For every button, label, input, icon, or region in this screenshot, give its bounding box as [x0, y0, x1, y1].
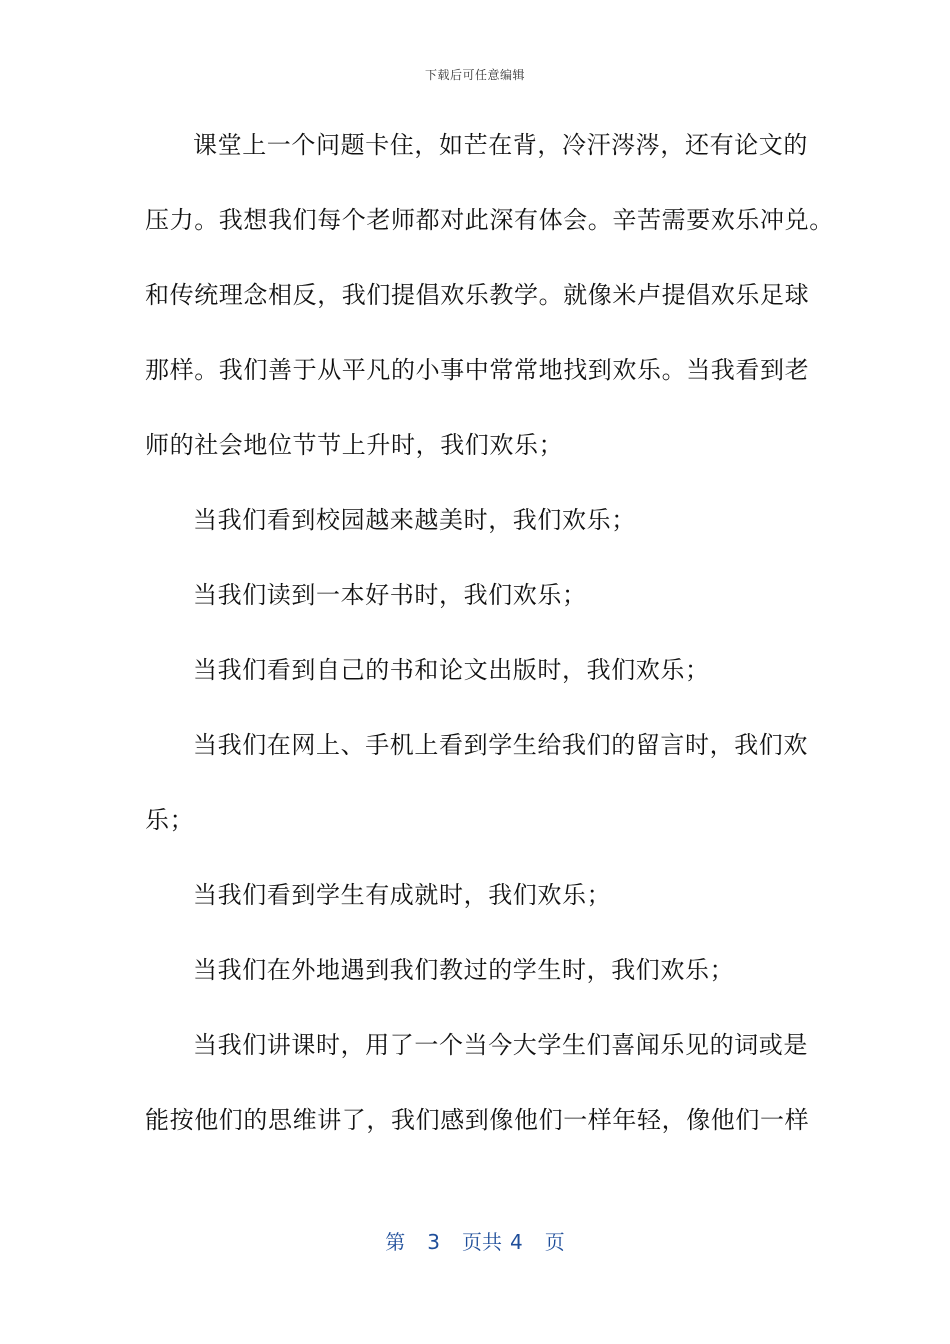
text-line: 当我们讲课时，用了一个当今大学生们喜闻乐见的词或是 — [193, 1031, 808, 1059]
text-line: 当我们看到校园越来越美时，我们欢乐； — [193, 506, 636, 534]
document-body — [145, 120, 834, 1170]
text-line: 压力。我想我们每个老师都对此深有体会。辛苦需要欢乐冲兑。 — [145, 206, 834, 234]
footer-middle: 页共 — [462, 1230, 502, 1254]
text-line: 那样。我们善于从平凡的小事中常常地找到欢乐。当我看到老 — [145, 356, 810, 384]
footer-prefix: 第 — [385, 1230, 406, 1254]
page-header: 下载后可任意编辑 — [424, 68, 525, 82]
text-line: 能按他们的思维讲了，我们感到像他们一样年轻，像他们一样 — [145, 1106, 810, 1134]
text-line: 当我们读到一本好书时，我们欢乐； — [193, 581, 587, 609]
text-line: 课堂上一个问题卡住，如芒在背，冷汗涔涔，还有论文的 — [193, 131, 808, 159]
text-line: 当我们看到自己的书和论文出版时，我们欢乐； — [193, 656, 710, 684]
text-line: 当我们看到学生有成就时，我们欢乐； — [193, 881, 612, 909]
page-footer — [0, 1226, 950, 1255]
footer-total-pages: 4 — [510, 1230, 523, 1254]
text-line: 和传统理念相反，我们提倡欢乐教学。就像米卢提倡欢乐足球 — [145, 281, 810, 309]
text-line: 乐； — [145, 806, 195, 834]
text-line: 师的社会地位节节上升时，我们欢乐； — [145, 431, 564, 459]
text-line: 当我们在外地遇到我们教过的学生时，我们欢乐； — [193, 956, 735, 984]
text-line: 当我们在网上、手机上看到学生给我们的留言时，我们欢 — [193, 731, 808, 759]
footer-suffix: 页 — [544, 1230, 565, 1254]
footer-current-page: 3 — [427, 1230, 440, 1254]
